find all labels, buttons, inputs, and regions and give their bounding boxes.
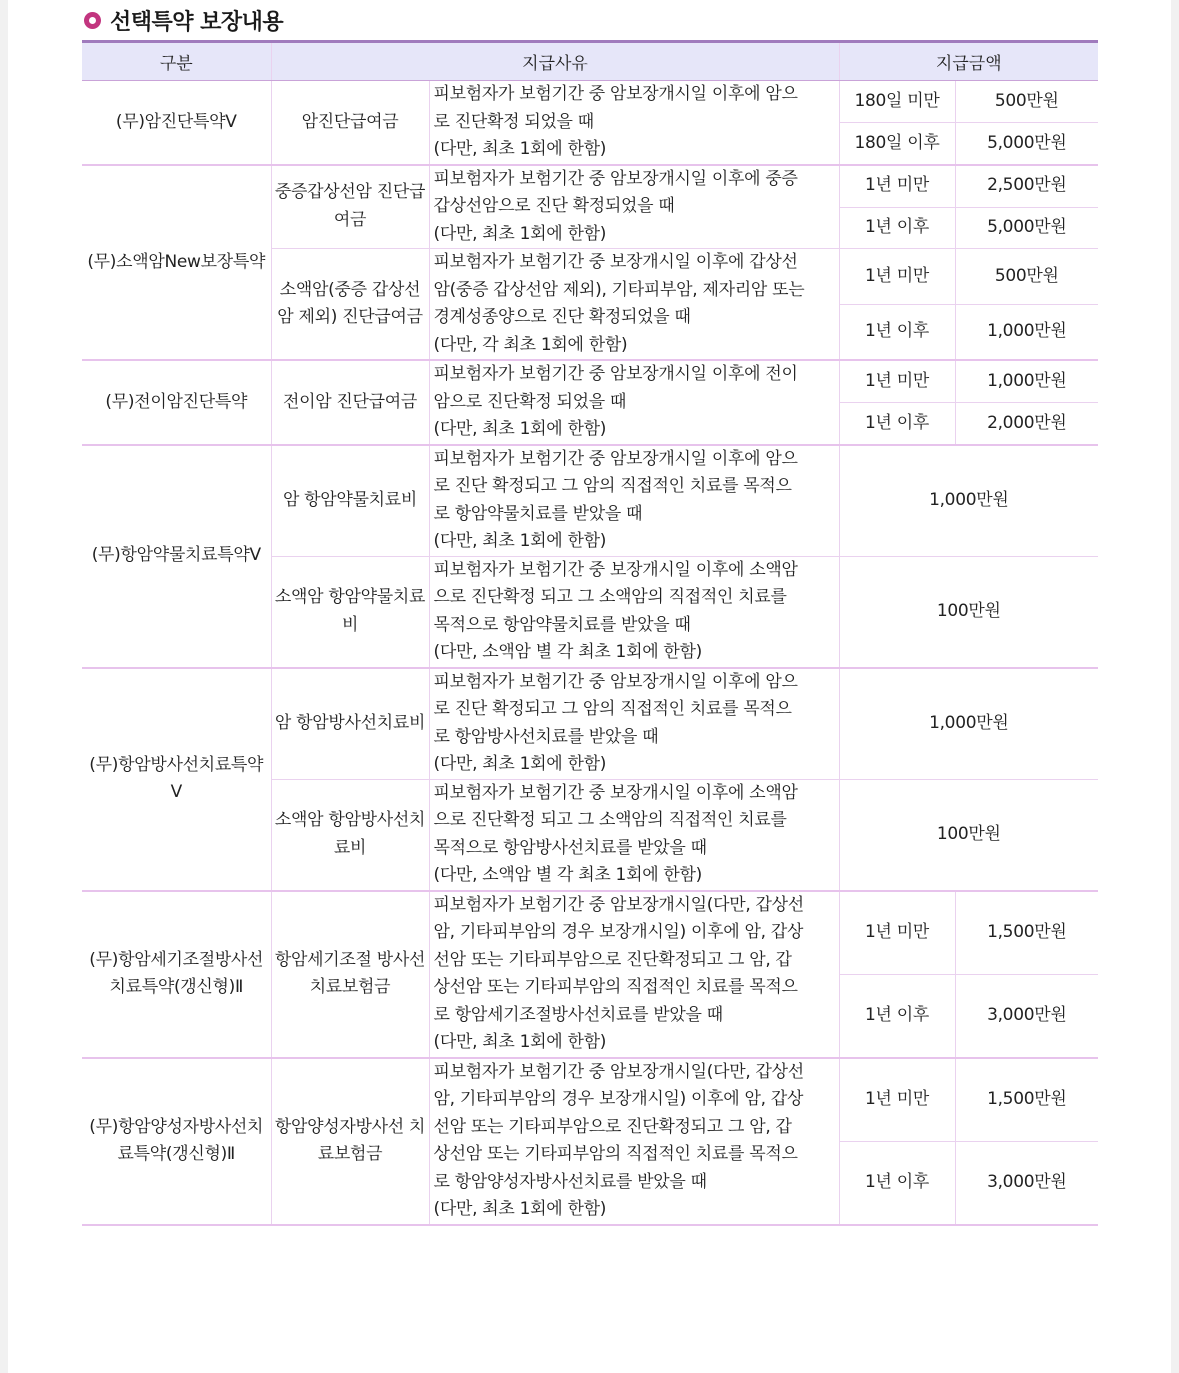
period-cell: 1년 미만 [839, 891, 955, 975]
benefit-name: 전이암 진단급여금 [271, 360, 429, 445]
amount-cell: 100만원 [839, 779, 1098, 891]
period-cell: 1년 이후 [839, 1141, 955, 1225]
amount-cell: 500만원 [955, 81, 1098, 123]
rider-name: (무)암진단특약V [82, 81, 271, 165]
period-cell: 1년 미만 [839, 1058, 955, 1142]
amount-cell: 5,000만원 [955, 207, 1098, 248]
amount-cell: 3,000만원 [955, 974, 1098, 1058]
period-cell: 1년 이후 [839, 974, 955, 1058]
rider-name: (무)항암약물치료특약V [82, 445, 271, 668]
section-title: 선택특약 보장내용 [110, 9, 284, 35]
rider-name: (무)항암방사선치료특약V [82, 668, 271, 891]
benefit-name: 암 항암약물치료비 [271, 445, 429, 557]
rider-name: (무)항암세기조절방사선치료특약(갱신형)Ⅱ [82, 891, 271, 1058]
benefit-description: 피보험자가 보험기간 중 보장개시일 이후에 갑상선 암(중증 갑상선암 제외), 기타피부암, 제자리암 또는 경계성종양으로 진단 확정되었을 때 (다만, 각 최초 1회에 한함) [429, 249, 839, 361]
amount-cell: 1,000만원 [839, 668, 1098, 780]
rider-name: (무)전이암진단특약 [82, 360, 271, 445]
benefit-name: 암 항암방사선치료비 [271, 668, 429, 780]
benefit-name: 중증갑상선암 진단급여금 [271, 165, 429, 249]
benefit-description: 피보험자가 보험기간 중 암보장개시일 이후에 암으 로 진단확정 되었을 때 (다만, 최초 1회에 한함) [429, 81, 839, 165]
table-row [82, 668, 1098, 780]
period-cell: 180일 이후 [839, 123, 955, 165]
period-cell: 1년 미만 [839, 249, 955, 305]
coverage-table [82, 40, 1098, 1226]
amount-cell: 1,000만원 [955, 305, 1098, 361]
amount-cell: 1,500만원 [955, 1058, 1098, 1142]
table-row [82, 165, 1098, 208]
amount-cell: 100만원 [839, 556, 1098, 668]
table-row [82, 81, 1098, 123]
benefit-description: 피보험자가 보험기간 중 암보장개시일 이후에 암으 로 진단 확정되고 그 암의 직접적인 치료를 목적으 로 항암약물치료를 받았을 때 (다만, 최초 1회에 한함) [429, 445, 839, 557]
benefit-name: 암진단급여금 [271, 81, 429, 165]
amount-cell: 1,000만원 [839, 445, 1098, 557]
header-category: 구분 [82, 42, 271, 81]
table-row [82, 360, 1098, 403]
rider-name: (무)소액암New보장특약 [82, 165, 271, 361]
section-heading [84, 4, 283, 36]
header-amount: 지급금액 [839, 42, 1098, 81]
benefit-name: 항암양성자방사선 치료보험금 [271, 1058, 429, 1225]
amount-cell: 1,500만원 [955, 891, 1098, 975]
benefit-description: 피보험자가 보험기간 중 보장개시일 이후에 소액암 으로 진단확정 되고 그 소액암의 직접적인 치료를 목적으로 항암방사선치료를 받았을 때 (다만, 소액암 별 각 최초 1회에 한함) [429, 779, 839, 891]
benefit-description: 피보험자가 보험기간 중 암보장개시일 이후에 암으 로 진단 확정되고 그 암의 직접적인 치료를 목적으 로 항암방사선치료를 받았을 때 (다만, 최초 1회에 한함) [429, 668, 839, 780]
benefit-description: 피보험자가 보험기간 중 보장개시일 이후에 소액암 으로 진단확정 되고 그 소액암의 직접적인 치료를 목적으로 항암약물치료를 받았을 때 (다만, 소액암 별 각 최초 1회에 한함) [429, 556, 839, 668]
benefit-name: 소액암 항암약물치료비 [271, 556, 429, 668]
benefit-description: 피보험자가 보험기간 중 암보장개시일 이후에 중증 갑상선암으로 진단 확정되었을 때 (다만, 최초 1회에 한함) [429, 165, 839, 249]
page-right-edge [1171, 0, 1179, 1373]
amount-cell: 500만원 [955, 249, 1098, 305]
page-left-edge [0, 0, 8, 1373]
table-row [82, 891, 1098, 975]
period-cell: 1년 이후 [839, 207, 955, 248]
rider-name: (무)항암양성자방사선치료특약(갱신형)Ⅱ [82, 1058, 271, 1225]
header-reason: 지급사유 [271, 42, 839, 81]
period-cell: 1년 이후 [839, 305, 955, 361]
table-row [82, 1058, 1098, 1142]
benefit-name: 소액암(중증 갑상선암 제외) 진단급여금 [271, 249, 429, 361]
period-cell: 1년 이후 [839, 403, 955, 445]
amount-cell: 2,000만원 [955, 403, 1098, 445]
amount-cell: 2,500만원 [955, 165, 1098, 208]
period-cell: 180일 미만 [839, 81, 955, 123]
amount-cell: 5,000만원 [955, 123, 1098, 165]
header-row [82, 42, 1098, 81]
benefit-name: 항암세기조절 방사선 치료보험금 [271, 891, 429, 1058]
period-cell: 1년 미만 [839, 360, 955, 403]
amount-cell: 3,000만원 [955, 1141, 1098, 1225]
amount-cell: 1,000만원 [955, 360, 1098, 403]
benefit-description: 피보험자가 보험기간 중 암보장개시일 이후에 전이 암으로 진단확정 되었을 때 (다만, 최초 1회에 한함) [429, 360, 839, 445]
table-row [82, 445, 1098, 557]
benefit-name: 소액암 항암방사선치료비 [271, 779, 429, 891]
benefit-description: 피보험자가 보험기간 중 암보장개시일(다만, 갑상선 암, 기타피부암의 경우 보장개시일) 이후에 암, 갑상 선암 또는 기타피부암으로 진단확정되고 그 암, 갑 상선암 또는 기타피부암의 직접적인 치료를 목적으 로 항암양성자방사선치료를 받았을 때 (다만, 최초 1회에 한함) [429, 1058, 839, 1225]
circle-bullet-icon [84, 12, 101, 29]
period-cell: 1년 미만 [839, 165, 955, 208]
benefit-description: 피보험자가 보험기간 중 암보장개시일(다만, 갑상선 암, 기타피부암의 경우 보장개시일) 이후에 암, 갑상 선암 또는 기타피부암으로 진단확정되고 그 암, 갑 상선암 또는 기타피부암의 직접적인 치료를 목적으 로 항암세기조절방사선치료를 받았을 때 (다만, 최초 1회에 한함) [429, 891, 839, 1058]
